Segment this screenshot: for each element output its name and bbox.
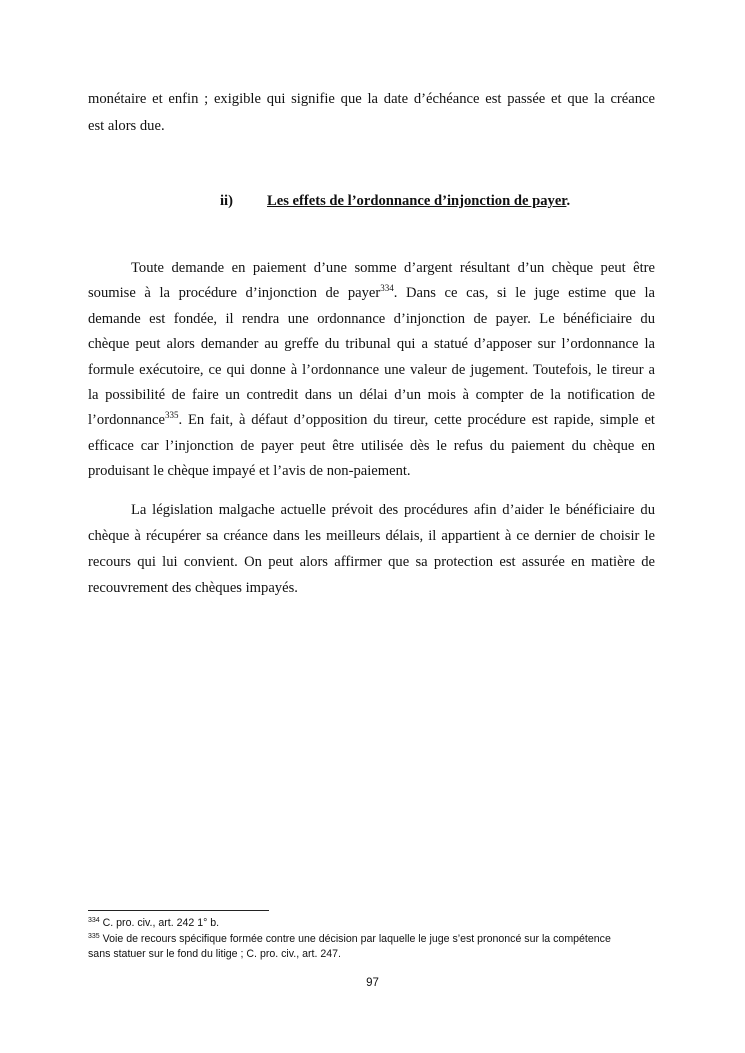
body-text-line: recouvrement des chèques impayés. (88, 580, 298, 596)
body-text-line: monétaire et enfin ; exigible qui signifie que la date d’échéance est passée et que la créance (88, 91, 655, 107)
body-text-line: chèque peut alors demander au greffe du tribunal qui a statué d’apposer sur l’ordonnance la (88, 336, 655, 352)
footnote-text: Voie de recours spécifique formée contre une décision par laquelle le juge s’est prononcé sur la compétence (99, 933, 611, 945)
body-text-line: demande est fondée, il rendra une ordonnance d’injonction de payer. Le bénéficiaire du (88, 311, 655, 327)
footnote-reference: 335 (165, 410, 179, 420)
text-segment: soumise à la procédure d’injonction de payer (88, 285, 381, 301)
footnote (88, 917, 219, 930)
section-heading (267, 192, 570, 210)
section-title-period: . (566, 193, 571, 209)
text-segment: . En fait, à défaut d’opposition du tireur, cette procédure est rapide, simple et (178, 412, 655, 428)
footnote (88, 933, 611, 946)
section-title: Les effets de l’ordonnance d’injonction de payer (267, 193, 567, 209)
body-text-line: recours qui lui convient. On peut alors affirmer que sa protection est assurée en matière de (88, 554, 655, 570)
footnote-number: 334 (88, 917, 100, 924)
body-text-line: est alors due. (88, 118, 165, 134)
body-text-line: la possibilité de faire un contredit dans un délai d’un mois à compter de la notification de (88, 387, 655, 403)
body-text-line: chèque à récupérer sa créance dans les meilleurs délais, il appartient à ce dernier de choisir le (88, 528, 655, 544)
body-text-line: La législation malgache actuelle prévoit des procédures afin d’aider le bénéficiaire du (131, 502, 655, 518)
body-text-line: produisant le chèque impayé et l’avis de non-paiement. (88, 463, 411, 479)
body-text-line: Toute demande en paiement d’une somme d’argent résultant d’un chèque peut être (131, 260, 655, 276)
body-text-line: efficace car l’injonction de payer peut être utilisée dès le refus du paiement du chèque en (88, 438, 655, 454)
body-text-line (88, 411, 655, 429)
footnote-separator (88, 910, 269, 911)
footnote-continuation: sans statuer sur le fond du litige ; C. pro. civ., art. 247. (88, 948, 341, 960)
footnote-text: C. pro. civ., art. 242 1° b. (99, 917, 220, 929)
page-number: 97 (366, 977, 379, 989)
text-segment: . Dans ce cas, si le juge estime que la (393, 285, 655, 301)
body-text-line: formule exécutoire, ce qui donne à l’ordonnance une valeur de jugement. Toutefois, le tireur a (88, 362, 655, 378)
section-number: ii) (220, 193, 233, 209)
body-text-line (88, 284, 655, 302)
text-segment: l’ordonnance (88, 412, 165, 428)
footnote-reference: 334 (380, 283, 394, 293)
footnote-number: 335 (88, 933, 100, 940)
